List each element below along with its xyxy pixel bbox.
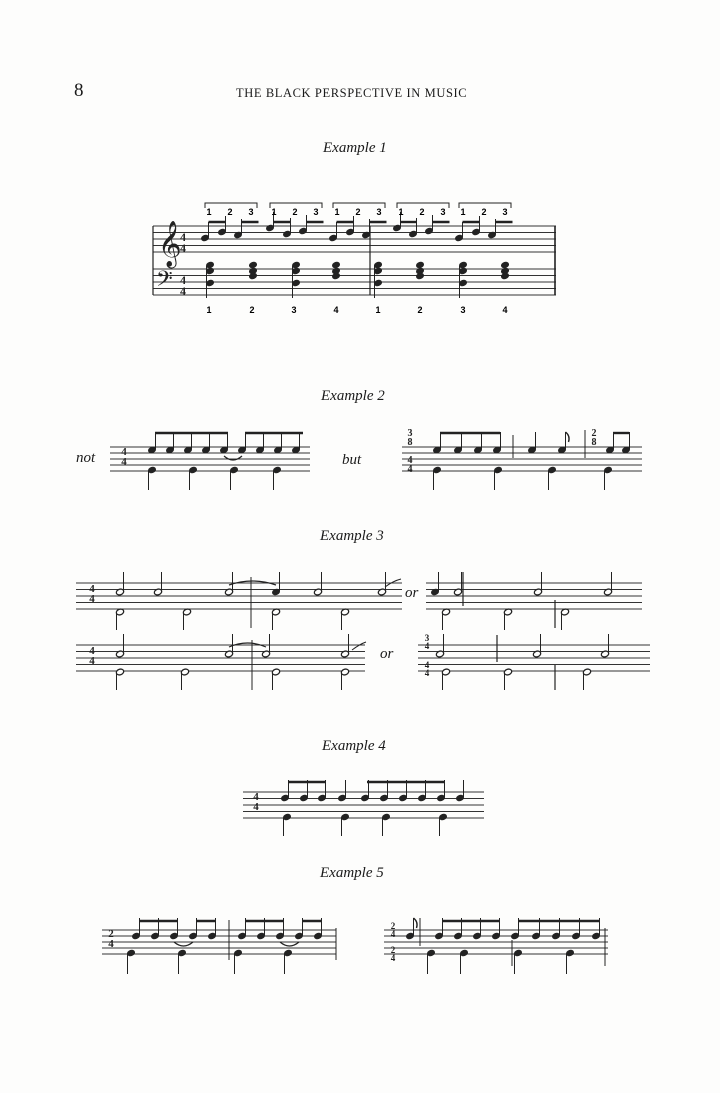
time-signature: 4 [89,655,95,667]
time-signature: 4 [424,660,430,670]
tie [174,942,193,946]
time-signature: 4 [180,230,186,244]
count-label: 4 [502,305,508,315]
example-3-title: Example 3 [320,528,384,544]
note-head [500,261,509,269]
count-label: 1 [460,207,466,217]
count-label: 3 [502,207,508,217]
word-or-2: or [380,646,394,662]
count-label: 1 [375,305,381,315]
time-signature: 4 [89,645,95,657]
tie [352,642,366,650]
note-head [331,261,340,269]
staff [426,583,642,609]
count-label: 1 [206,305,212,315]
time-signature: 3 [407,428,413,439]
time-signature: 3 [424,633,430,643]
count-label: 2 [227,207,233,217]
time-signature: 4 [180,284,186,298]
time-signature: 4 [253,801,259,813]
page-number: 8 [74,80,84,101]
time-signature: 4 [89,583,95,595]
example-5-title: Example 5 [320,865,384,881]
time-signature: 2 [591,428,597,439]
time-signature: 4 [89,593,95,605]
time-signature: 4 [180,273,186,287]
example-2-title: Example 2 [321,388,385,404]
time-signature: 4 [407,455,413,466]
note-head [248,261,257,269]
note-head [415,261,424,269]
time-signature: 4 [121,446,127,458]
count-label: 4 [333,305,339,315]
time-signature: 2 [390,945,396,955]
time-signature: 8 [407,437,413,448]
treble-clef-icon: 𝄞 [158,221,182,267]
count-label: 3 [313,207,319,217]
count-label: 1 [334,207,340,217]
staff [418,645,650,671]
bass-clef-icon: 𝄢 [156,267,173,297]
flag [566,432,570,442]
count-label: 2 [249,305,255,315]
running-head: THE BLACK PERSPECTIVE IN MUSIC [236,86,468,100]
count-label: 1 [398,207,404,217]
count-label: 3 [248,207,254,217]
count-label: 2 [419,207,425,217]
count-label: 2 [481,207,487,217]
count-label: 2 [417,305,423,315]
time-signature: 4 [407,464,413,475]
count-label: 3 [376,207,382,217]
time-signature: 4 [108,938,114,950]
staff [76,583,402,609]
count-label: 3 [460,305,466,315]
time-signature: 4 [390,953,396,963]
staff [76,645,365,671]
word-not: not [76,450,96,466]
time-signature: 4 [180,241,186,255]
time-signature: 2 [390,921,396,931]
count-label: 3 [291,305,297,315]
count-label: 2 [292,207,298,217]
count-label: 1 [271,207,277,217]
word-but: but [342,452,362,468]
example-4-title: Example 4 [322,738,386,754]
count-label: 2 [355,207,361,217]
time-signature: 4 [390,929,396,939]
count-label: 3 [440,207,446,217]
count-label: 1 [206,207,212,217]
time-signature: 4 [253,791,259,803]
flag [414,918,418,928]
word-or-1: or [405,585,419,601]
time-signature: 8 [591,437,597,448]
time-signature: 4 [424,641,430,651]
time-signature: 4 [424,668,430,678]
time-signature: 4 [121,456,127,468]
time-signature: 2 [108,928,114,940]
example-1-title: Example 1 [323,140,387,156]
tie [280,942,299,946]
